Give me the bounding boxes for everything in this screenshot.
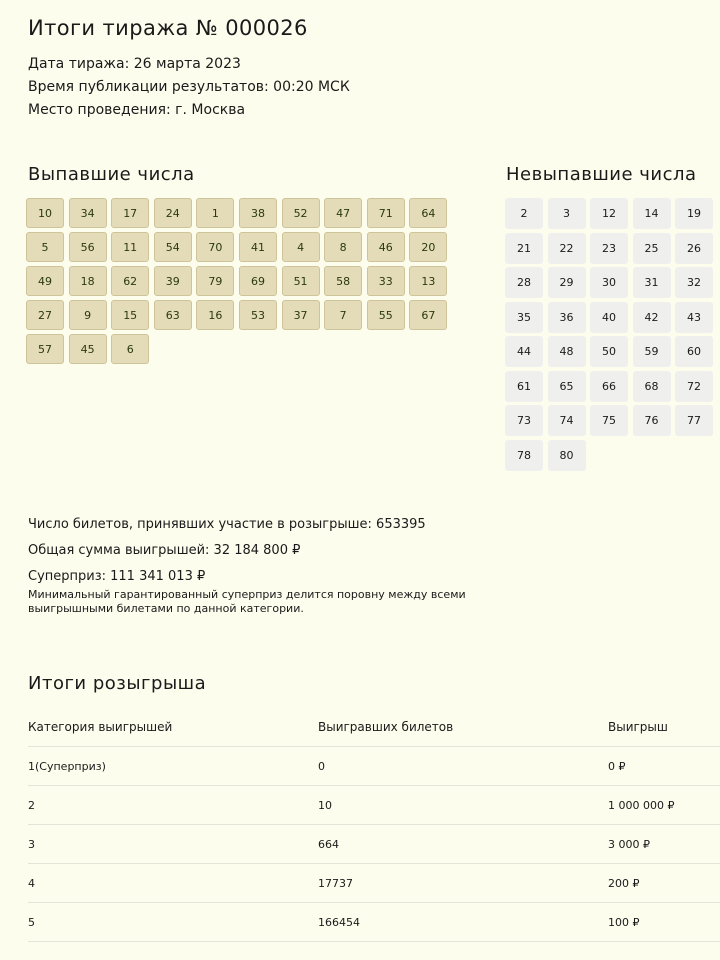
- winners-cell: 10: [318, 798, 332, 812]
- drawn-number-ball: 18: [69, 266, 107, 296]
- table-row: [28, 786, 720, 825]
- drawn-number-ball: 56: [69, 232, 107, 262]
- draw-place: Место проведения: г. Москва: [28, 102, 246, 118]
- drawn-number-ball: 6: [111, 334, 149, 364]
- not-drawn-number-ball: 76: [633, 405, 671, 436]
- drawn-number-ball: 52: [282, 198, 320, 228]
- drawn-number-ball: 63: [154, 300, 192, 330]
- not-drawn-number-ball: 29: [548, 267, 586, 298]
- results-title: Итоги розыгрыша: [28, 673, 207, 694]
- not-drawn-number-ball: 22: [548, 233, 586, 264]
- drawn-number-ball: 39: [154, 266, 192, 296]
- not-drawn-number-ball: 43: [675, 302, 713, 333]
- not-drawn-numbers-grid: [505, 198, 713, 471]
- not-drawn-number-ball: 68: [633, 371, 671, 402]
- drawn-number-ball: 33: [367, 266, 405, 296]
- not-drawn-number-ball: 42: [633, 302, 671, 333]
- table-row: [28, 903, 720, 942]
- prize-cell: 1 000 000 ₽: [608, 798, 675, 812]
- superprize-note: Минимальный гарантированный суперприз делится поровну между всеми выигрышными билетами по данной категории.: [28, 588, 466, 615]
- drawn-number-ball: 64: [409, 198, 447, 228]
- drawn-number-ball: 10: [26, 198, 64, 228]
- drawn-number-ball: 45: [69, 334, 107, 364]
- column-header-category: Категория выигрышей: [28, 720, 173, 734]
- not-drawn-number-ball: 66: [590, 371, 628, 402]
- drawn-number-ball: 57: [26, 334, 64, 364]
- page-title: Итоги тиража № 000026: [28, 16, 308, 40]
- publication-time: Время публикации результатов: 00:20 МСК: [28, 79, 350, 95]
- not-drawn-number-ball: 26: [675, 233, 713, 264]
- category-cell: 3: [28, 837, 35, 851]
- not-drawn-number-ball: 60: [675, 336, 713, 367]
- category-cell: 1(Суперприз): [28, 759, 106, 773]
- drawn-numbers-grid: [26, 198, 447, 364]
- drawn-number-ball: 49: [26, 266, 64, 296]
- not-drawn-number-ball: 77: [675, 405, 713, 436]
- drawn-number-ball: 51: [282, 266, 320, 296]
- drawn-number-ball: 17: [111, 198, 149, 228]
- drawn-number-ball: 20: [409, 232, 447, 262]
- not-drawn-number-ball: 19: [675, 198, 713, 229]
- not-drawn-number-ball: 78: [505, 440, 543, 471]
- not-drawn-number-ball: 48: [548, 336, 586, 367]
- category-cell: 5: [28, 915, 35, 929]
- prize-cell: 3 000 ₽: [608, 837, 650, 851]
- drawn-number-ball: 34: [69, 198, 107, 228]
- drawn-number-ball: 79: [196, 266, 234, 296]
- not-drawn-number-ball: 35: [505, 302, 543, 333]
- column-header-prize: Выигрыш: [608, 720, 668, 734]
- not-drawn-number-ball: 2: [505, 198, 543, 229]
- drawn-number-ball: 38: [239, 198, 277, 228]
- drawn-number-ball: 70: [196, 232, 234, 262]
- category-cell: 2: [28, 798, 35, 812]
- drawn-number-ball: 16: [196, 300, 234, 330]
- drawn-number-ball: 58: [324, 266, 362, 296]
- not-drawn-number-ball: 61: [505, 371, 543, 402]
- not-drawn-number-ball: 44: [505, 336, 543, 367]
- not-drawn-number-ball: 21: [505, 233, 543, 264]
- drawn-number-ball: 46: [367, 232, 405, 262]
- not-drawn-number-ball: 14: [633, 198, 671, 229]
- table-header-row: [28, 708, 720, 747]
- not-drawn-number-ball: 75: [590, 405, 628, 436]
- drawn-number-ball: 53: [239, 300, 277, 330]
- total-winnings: Общая сумма выигрышей: 32 184 800 ₽: [28, 543, 301, 558]
- not-drawn-number-ball: 80: [548, 440, 586, 471]
- not-drawn-number-ball: 31: [633, 267, 671, 298]
- not-drawn-number-ball: 3: [548, 198, 586, 229]
- prize-cell: 0 ₽: [608, 759, 626, 773]
- drawn-number-ball: 4: [282, 232, 320, 262]
- drawn-number-ball: 7: [324, 300, 362, 330]
- not-drawn-number-ball: 59: [633, 336, 671, 367]
- not-drawn-number-ball: 23: [590, 233, 628, 264]
- tickets-count: Число билетов, принявших участие в розыгрыше: 653395: [28, 517, 426, 532]
- drawn-number-ball: 15: [111, 300, 149, 330]
- drawn-number-ball: 27: [26, 300, 64, 330]
- not-drawn-number-ball: 36: [548, 302, 586, 333]
- drawn-number-ball: 54: [154, 232, 192, 262]
- drawn-number-ball: 8: [324, 232, 362, 262]
- drawn-number-ball: 67: [409, 300, 447, 330]
- drawn-number-ball: 13: [409, 266, 447, 296]
- results-table: [28, 708, 720, 942]
- drawn-number-ball: 5: [26, 232, 64, 262]
- not-drawn-numbers-title: Невыпавшие числа: [506, 164, 697, 185]
- drawn-number-ball: 11: [111, 232, 149, 262]
- not-drawn-number-ball: 50: [590, 336, 628, 367]
- drawn-number-ball: 24: [154, 198, 192, 228]
- drawn-number-ball: 41: [239, 232, 277, 262]
- table-row: [28, 747, 720, 786]
- not-drawn-number-ball: 25: [633, 233, 671, 264]
- drawn-number-ball: 9: [69, 300, 107, 330]
- not-drawn-number-ball: 72: [675, 371, 713, 402]
- drawn-number-ball: 47: [324, 198, 362, 228]
- drawn-number-ball: 55: [367, 300, 405, 330]
- winners-cell: 17737: [318, 876, 353, 890]
- winners-cell: 0: [318, 759, 325, 773]
- winners-cell: 166454: [318, 915, 360, 929]
- table-row: [28, 825, 720, 864]
- drawn-number-ball: 1: [196, 198, 234, 228]
- column-header-winners: Выигравших билетов: [318, 720, 454, 734]
- not-drawn-number-ball: 30: [590, 267, 628, 298]
- prize-cell: 200 ₽: [608, 876, 640, 890]
- drawn-number-ball: 71: [367, 198, 405, 228]
- not-drawn-number-ball: 65: [548, 371, 586, 402]
- not-drawn-number-ball: 40: [590, 302, 628, 333]
- not-drawn-number-ball: 12: [590, 198, 628, 229]
- not-drawn-number-ball: 32: [675, 267, 713, 298]
- category-cell: 4: [28, 876, 35, 890]
- drawn-number-ball: 69: [239, 266, 277, 296]
- superprize: Суперприз: 111 341 013 ₽: [28, 569, 206, 584]
- not-drawn-number-ball: 74: [548, 405, 586, 436]
- not-drawn-number-ball: 28: [505, 267, 543, 298]
- table-row: [28, 864, 720, 903]
- drawn-number-ball: 62: [111, 266, 149, 296]
- winners-cell: 664: [318, 837, 339, 851]
- drawn-numbers-title: Выпавшие числа: [28, 164, 195, 185]
- prize-cell: 100 ₽: [608, 915, 640, 929]
- draw-date: Дата тиража: 26 марта 2023: [28, 56, 241, 72]
- not-drawn-number-ball: 73: [505, 405, 543, 436]
- drawn-number-ball: 37: [282, 300, 320, 330]
